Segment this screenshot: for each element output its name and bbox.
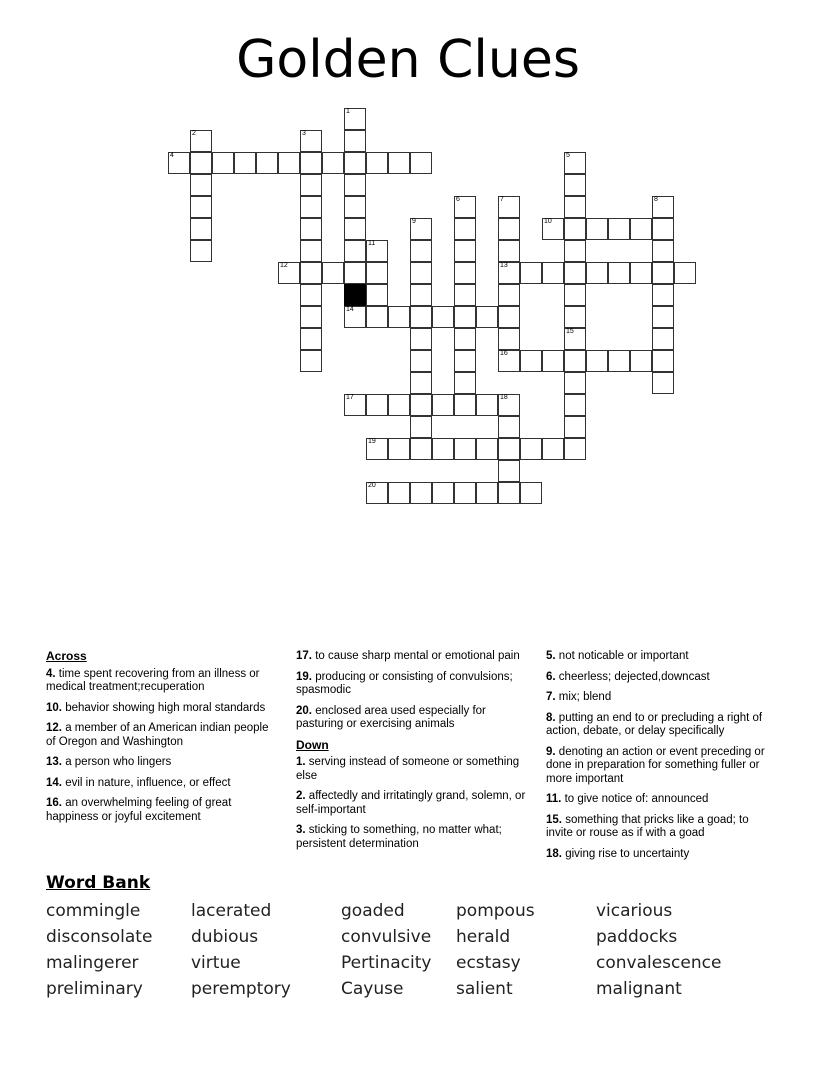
word-bank-word: malingerer xyxy=(46,953,139,973)
clue-text: to give notice of: announced xyxy=(564,793,709,805)
grid-cell[interactable] xyxy=(564,152,586,174)
grid-cell[interactable] xyxy=(234,152,256,174)
word-bank-word: commingle xyxy=(46,901,141,921)
clue-text: evil in nature, influence, or effect xyxy=(65,776,231,789)
grid-cell[interactable] xyxy=(190,174,212,196)
clue-item xyxy=(46,668,278,695)
word-bank-word: Cayuse xyxy=(341,979,404,999)
grid-cell-number: 6 xyxy=(456,196,460,203)
clue-item xyxy=(546,848,766,862)
clue-item xyxy=(546,691,766,705)
grid-cell[interactable] xyxy=(498,328,520,350)
grid-cell[interactable] xyxy=(454,328,476,350)
clue-item xyxy=(296,650,528,664)
clue-text: denoting an action or event preceding or done in preparation for something fuller or more important xyxy=(546,745,765,785)
grid-cell[interactable] xyxy=(652,240,674,262)
crossword-grid-container xyxy=(58,108,758,528)
grid-cell[interactable] xyxy=(410,152,432,174)
grid-cell[interactable] xyxy=(410,416,432,438)
grid-cell[interactable] xyxy=(608,218,630,240)
grid-cell[interactable] xyxy=(498,438,520,460)
grid-cell-number: 11 xyxy=(368,240,376,247)
grid-cell-number: 4 xyxy=(170,152,174,159)
clue-item xyxy=(46,702,278,716)
grid-cell[interactable] xyxy=(498,350,520,372)
grid-cell[interactable] xyxy=(410,482,432,504)
grid-cell[interactable] xyxy=(564,218,586,240)
clue-item xyxy=(546,650,766,664)
grid-cell[interactable] xyxy=(520,438,542,460)
grid-cell[interactable] xyxy=(498,482,520,504)
word-bank-word: pompous xyxy=(456,901,535,921)
grid-cell[interactable] xyxy=(564,350,586,372)
clue-text: cheerless; dejected,downcast xyxy=(558,670,710,683)
grid-cell[interactable] xyxy=(520,262,542,284)
grid-cell[interactable] xyxy=(410,218,432,240)
clue-item xyxy=(296,824,528,851)
grid-cell[interactable] xyxy=(278,152,300,174)
grid-cell-number: 3 xyxy=(302,130,306,137)
down-clue-list-part1 xyxy=(296,756,528,851)
grid-cell[interactable] xyxy=(454,240,476,262)
grid-cell[interactable] xyxy=(212,152,234,174)
clue-text: affectedly and irritatingly grand, solemn, or self-important xyxy=(296,790,526,816)
grid-cell[interactable] xyxy=(300,218,322,240)
grid-cell[interactable] xyxy=(652,328,674,350)
clues-section xyxy=(46,650,770,868)
grid-cell[interactable] xyxy=(366,152,388,174)
word-bank-word: convalescence xyxy=(596,953,722,973)
grid-cell[interactable] xyxy=(454,438,476,460)
word-bank-word: virtue xyxy=(191,953,241,973)
grid-cell[interactable] xyxy=(476,394,498,416)
clue-item xyxy=(296,671,528,698)
grid-cell[interactable] xyxy=(300,196,322,218)
grid-cell[interactable] xyxy=(586,218,608,240)
grid-cell[interactable] xyxy=(630,262,652,284)
clue-number: 18. xyxy=(546,847,566,860)
grid-cell[interactable] xyxy=(454,262,476,284)
clue-number: 8. xyxy=(546,711,559,724)
grid-cell[interactable] xyxy=(476,482,498,504)
grid-cell[interactable] xyxy=(564,372,586,394)
grid-cell[interactable] xyxy=(410,372,432,394)
grid-cell[interactable] xyxy=(586,262,608,284)
grid-cell[interactable] xyxy=(366,306,388,328)
grid-cell[interactable] xyxy=(366,394,388,416)
grid-cell[interactable] xyxy=(344,108,366,130)
across-heading: Across xyxy=(46,649,87,663)
grid-cell-number: 16 xyxy=(500,350,508,357)
grid-cell[interactable] xyxy=(564,306,586,328)
grid-cell-number: 1 xyxy=(346,108,350,115)
grid-cell[interactable] xyxy=(344,306,366,328)
clue-number: 19. xyxy=(296,670,316,683)
clue-item xyxy=(546,712,766,739)
clue-number: 5. xyxy=(546,650,559,662)
clue-text: behavior showing high moral standards xyxy=(65,701,266,714)
grid-cell[interactable] xyxy=(498,306,520,328)
clue-number: 1. xyxy=(296,756,309,768)
grid-cell[interactable] xyxy=(322,152,344,174)
grid-cell[interactable] xyxy=(542,218,564,240)
clue-text: not noticable or important xyxy=(558,650,689,662)
clue-text: putting an end to or precluding a right of action, debate, or delay specifically xyxy=(546,711,763,737)
grid-cell[interactable] xyxy=(388,306,410,328)
grid-cell[interactable] xyxy=(432,306,454,328)
grid-cell[interactable] xyxy=(300,306,322,328)
grid-cell[interactable] xyxy=(454,306,476,328)
word-bank-word: vicarious xyxy=(596,901,673,921)
grid-cell[interactable] xyxy=(190,152,212,174)
across-clue-list-part1 xyxy=(46,668,278,825)
clue-item xyxy=(546,746,766,787)
grid-cell[interactable] xyxy=(366,482,388,504)
clue-text: serving instead of someone or something else xyxy=(296,756,520,782)
grid-cell[interactable] xyxy=(432,438,454,460)
word-bank-word: disconsolate xyxy=(46,927,153,947)
grid-cell[interactable] xyxy=(652,284,674,306)
clue-number: 3. xyxy=(296,824,309,836)
grid-cell[interactable] xyxy=(542,350,564,372)
grid-cell[interactable] xyxy=(542,438,564,460)
grid-cell[interactable] xyxy=(344,218,366,240)
grid-cell[interactable] xyxy=(278,262,300,284)
clue-number: 15. xyxy=(546,813,566,826)
grid-cell[interactable] xyxy=(476,306,498,328)
clue-text: giving rise to uncertainty xyxy=(565,847,690,860)
grid-cell[interactable] xyxy=(454,394,476,416)
grid-cell[interactable] xyxy=(168,152,190,174)
grid-cell[interactable] xyxy=(300,262,322,284)
grid-cell-blocked xyxy=(344,284,366,306)
grid-cell[interactable] xyxy=(498,196,520,218)
grid-cell[interactable] xyxy=(652,306,674,328)
grid-cell[interactable] xyxy=(498,394,520,416)
grid-cell-number: 2 xyxy=(192,130,196,137)
word-bank-word: lacerated xyxy=(191,901,272,921)
grid-cell[interactable] xyxy=(300,152,322,174)
grid-cell[interactable] xyxy=(564,438,586,460)
clue-item xyxy=(296,790,528,817)
clue-number: 2. xyxy=(296,790,309,802)
word-bank-word: dubious xyxy=(191,927,259,947)
grid-cell[interactable] xyxy=(190,130,212,152)
grid-cell[interactable] xyxy=(564,240,586,262)
grid-cell[interactable] xyxy=(300,284,322,306)
grid-cell[interactable] xyxy=(410,350,432,372)
grid-cell[interactable] xyxy=(344,130,366,152)
grid-cell[interactable] xyxy=(388,394,410,416)
grid-cell[interactable] xyxy=(366,240,388,262)
grid-cell[interactable] xyxy=(344,394,366,416)
grid-cell[interactable] xyxy=(476,438,498,460)
grid-cell[interactable] xyxy=(498,416,520,438)
clue-number: 10. xyxy=(46,701,66,714)
grid-cell[interactable] xyxy=(498,460,520,482)
across-clue-list-part2 xyxy=(296,650,528,732)
grid-cell[interactable] xyxy=(410,262,432,284)
clue-number: 17. xyxy=(296,650,316,662)
grid-cell[interactable] xyxy=(410,438,432,460)
word-bank-word: Pertinacity xyxy=(341,953,432,973)
grid-cell[interactable] xyxy=(520,482,542,504)
grid-cell[interactable] xyxy=(410,394,432,416)
grid-cell[interactable] xyxy=(410,240,432,262)
grid-cell[interactable] xyxy=(520,350,542,372)
grid-cell[interactable] xyxy=(388,152,410,174)
clue-text: sticking to something, no matter what; persistent determination xyxy=(296,824,502,850)
grid-cell[interactable] xyxy=(454,482,476,504)
grid-cell[interactable] xyxy=(630,350,652,372)
clue-item xyxy=(546,793,766,807)
grid-cell[interactable] xyxy=(256,152,278,174)
clue-number: 7. xyxy=(546,691,559,703)
grid-cell[interactable] xyxy=(454,372,476,394)
clue-item xyxy=(46,756,278,770)
grid-cell[interactable] xyxy=(410,306,432,328)
clue-item xyxy=(296,756,528,783)
clue-item xyxy=(46,797,278,824)
grid-cell[interactable] xyxy=(652,372,674,394)
grid-cell[interactable] xyxy=(454,218,476,240)
clue-number: 6. xyxy=(546,670,559,683)
clue-item xyxy=(46,722,278,749)
grid-cell[interactable] xyxy=(652,262,674,284)
clue-number: 20. xyxy=(296,704,316,717)
grid-cell[interactable] xyxy=(366,284,388,306)
grid-cell[interactable] xyxy=(300,240,322,262)
grid-cell[interactable] xyxy=(630,218,652,240)
grid-cell[interactable] xyxy=(498,284,520,306)
clue-text: an overwhelming feeling of great happiness or joyful excitement xyxy=(46,797,232,823)
grid-cell[interactable] xyxy=(454,196,476,218)
clue-number: 12. xyxy=(46,722,66,734)
grid-cell-number: 14 xyxy=(346,306,354,313)
grid-cell[interactable] xyxy=(564,416,586,438)
clue-number: 9. xyxy=(546,745,559,758)
grid-cell[interactable] xyxy=(344,196,366,218)
clue-text: to cause sharp mental or emotional pain xyxy=(315,650,520,662)
grid-cell-number: 8 xyxy=(654,196,658,203)
clue-number: 4. xyxy=(46,667,59,680)
word-bank-section xyxy=(46,873,776,999)
down-heading: Down xyxy=(296,737,329,752)
grid-cell-number: 19 xyxy=(368,438,376,445)
clue-text: a person who lingers xyxy=(65,756,172,768)
grid-cell[interactable] xyxy=(542,262,564,284)
word-bank-word: ecstasy xyxy=(456,953,521,973)
grid-cell[interactable] xyxy=(366,438,388,460)
clues-column-2 xyxy=(296,650,528,868)
clue-number: 13. xyxy=(46,756,66,768)
word-bank-heading: Word Bank xyxy=(46,873,151,893)
clue-item xyxy=(546,814,766,841)
grid-cell[interactable] xyxy=(498,240,520,262)
grid-cell-number: 10 xyxy=(544,218,552,225)
grid-cell[interactable] xyxy=(586,350,608,372)
grid-cell[interactable] xyxy=(564,174,586,196)
grid-cell-number: 9 xyxy=(412,218,416,225)
clue-text: producing or consisting of convulsions; spasmodic xyxy=(296,670,513,696)
grid-cell[interactable] xyxy=(388,438,410,460)
clue-number: 11. xyxy=(546,793,565,805)
grid-cell[interactable] xyxy=(454,284,476,306)
page-title: Golden Clues xyxy=(236,30,580,90)
grid-cell[interactable] xyxy=(454,350,476,372)
grid-cell[interactable] xyxy=(300,130,322,152)
clue-number: 14. xyxy=(46,776,66,789)
grid-cell-number: 18 xyxy=(500,394,508,401)
grid-cell-number: 5 xyxy=(566,152,570,159)
grid-cell[interactable] xyxy=(564,262,586,284)
clue-text: a member of an American indian people of Oregon and Washington xyxy=(46,722,269,748)
clue-item xyxy=(546,671,766,685)
word-bank-list xyxy=(46,901,776,999)
grid-cell[interactable] xyxy=(300,350,322,372)
grid-cell-number: 12 xyxy=(280,262,288,269)
clue-text: enclosed area used especially for pasturing or exercising animals xyxy=(296,704,486,730)
word-bank-word: paddocks xyxy=(596,927,678,947)
grid-cell[interactable] xyxy=(608,350,630,372)
clues-column-1 xyxy=(46,650,278,868)
grid-cell-number: 15 xyxy=(566,328,574,335)
grid-cell[interactable] xyxy=(674,262,696,284)
grid-cell[interactable] xyxy=(498,218,520,240)
clue-item xyxy=(46,777,278,791)
grid-cell[interactable] xyxy=(366,262,388,284)
grid-cell[interactable] xyxy=(190,218,212,240)
grid-cell[interactable] xyxy=(344,152,366,174)
grid-cell-number: 17 xyxy=(346,394,354,401)
clue-text: time spent recovering from an illness or medical treatment;recuperation xyxy=(46,667,260,693)
word-bank-word: goaded xyxy=(341,901,405,921)
grid-cell[interactable] xyxy=(190,240,212,262)
clue-text: something that pricks like a goad; to invite or rouse as if with a goad xyxy=(546,813,749,839)
clue-item xyxy=(296,705,528,732)
down-clue-list-part2 xyxy=(546,650,766,861)
grid-cell[interactable] xyxy=(344,174,366,196)
clue-number: 16. xyxy=(46,797,66,809)
clues-column-3 xyxy=(546,650,766,868)
word-bank-word: malignant xyxy=(596,979,682,999)
grid-cell[interactable] xyxy=(190,196,212,218)
grid-cell[interactable] xyxy=(432,394,454,416)
word-bank-word: herald xyxy=(456,927,511,947)
grid-cell[interactable] xyxy=(498,262,520,284)
grid-cell[interactable] xyxy=(300,174,322,196)
grid-cell[interactable] xyxy=(344,240,366,262)
grid-cell[interactable] xyxy=(432,482,454,504)
grid-cell[interactable] xyxy=(322,262,344,284)
grid-cell[interactable] xyxy=(564,284,586,306)
grid-cell[interactable] xyxy=(300,328,322,350)
crossword-grid[interactable] xyxy=(58,108,758,528)
grid-cell[interactable] xyxy=(652,218,674,240)
grid-cell[interactable] xyxy=(410,328,432,350)
grid-cell[interactable] xyxy=(344,262,366,284)
clue-text: mix; blend xyxy=(558,691,612,703)
grid-cell[interactable] xyxy=(608,262,630,284)
grid-cell-number: 13 xyxy=(500,262,508,269)
grid-cell[interactable] xyxy=(564,196,586,218)
grid-cell[interactable] xyxy=(564,394,586,416)
grid-cell[interactable] xyxy=(652,196,674,218)
word-bank-word: convulsive xyxy=(341,927,432,947)
word-bank-word: preliminary xyxy=(46,979,143,999)
grid-cell[interactable] xyxy=(564,328,586,350)
grid-cell[interactable] xyxy=(388,482,410,504)
word-bank-word: peremptory xyxy=(191,979,291,999)
grid-cell-number: 7 xyxy=(500,196,504,203)
grid-cell[interactable] xyxy=(410,284,432,306)
grid-cell-number: 20 xyxy=(368,482,376,489)
grid-cell[interactable] xyxy=(652,350,674,372)
word-bank-word: salient xyxy=(456,979,513,999)
